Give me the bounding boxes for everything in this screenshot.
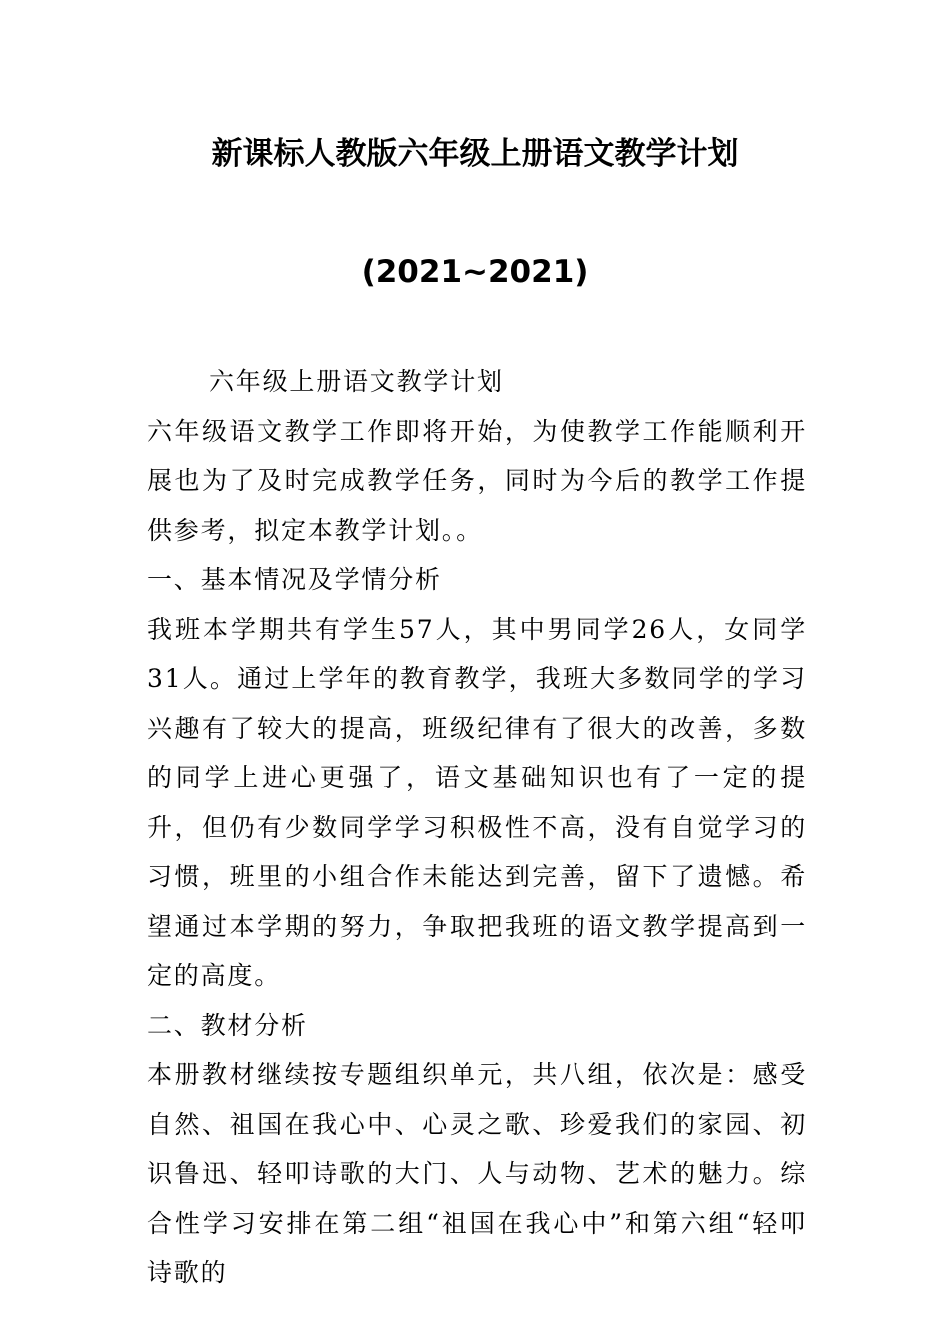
- section-heading-textbook-analysis: 二、教材分析: [147, 1010, 308, 1040]
- basic-situation-paragraph: 我班本学期共有学生57人，其中男同学26人，女同学31人。通过上学年的教育教学，我班大多数同学的学习兴趣有了较大的提高，班级纪律有了很大的改善，多数的同学上进心更强了，语文基础知识也有了一定的提升，但仍有少数同学学习积极性不高，没有自觉学习的习惯，班里的小组合作未能达到完善，留下了遗憾。希望通过本学期的努力，争取把我班的语文教学提高到一定的高度。: [147, 614, 807, 990]
- document-year-range: (2021~2021): [361, 254, 589, 290]
- section-heading-basic-situation: 一、基本情况及学情分析: [147, 565, 442, 594]
- document-body: [147, 357, 807, 1298]
- document-title: 新课标人教版六年级上册语文教学计划: [211, 136, 739, 172]
- textbook-analysis-paragraph: 本册教材继续按专题组织单元，共八组，依次是：感受自然、祖国在我心中、心灵之歌、珍爱我们的家园、初识鲁迅、轻叩诗歌的大门、人与动物、艺术的魅力。综合性学习安排在第二组“祖国在我心中”和第六组“轻叩诗歌的: [147, 1060, 807, 1287]
- subtitle-paragraph: 六年级上册语文教学计划: [209, 367, 504, 396]
- intro-paragraph: 六年级语文教学工作即将开始，为使教学工作能顺利开展也为了及时完成教学任务，同时为今后的教学工作提供参考，拟定本教学计划。。: [147, 416, 807, 545]
